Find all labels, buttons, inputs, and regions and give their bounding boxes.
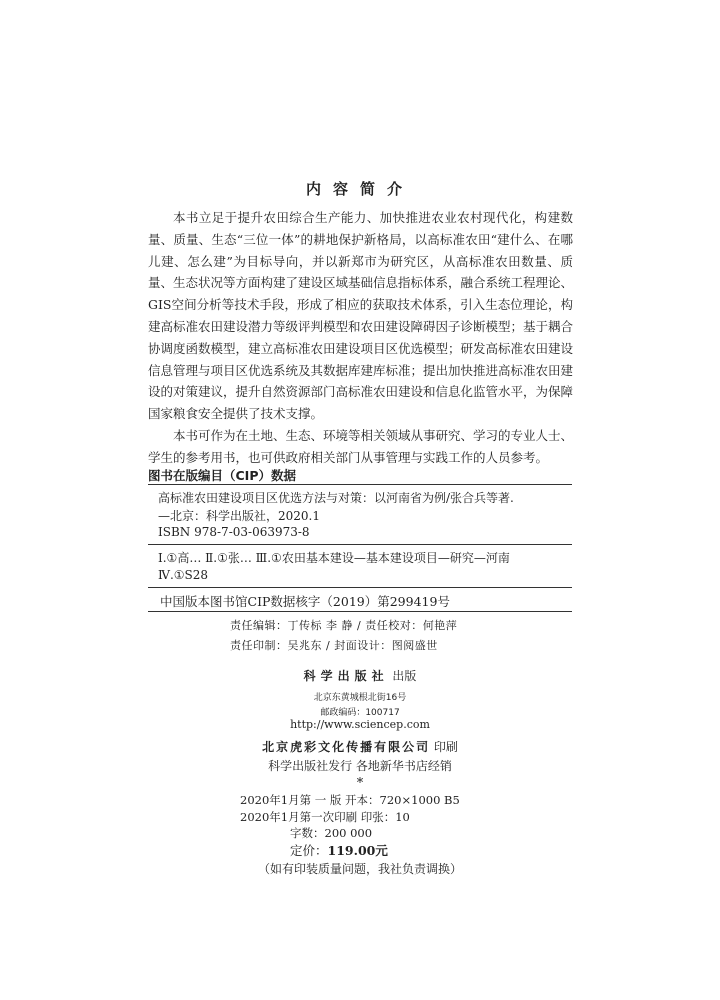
cip-rule-middle xyxy=(148,544,572,545)
impression-line: 2020年1月第一次印刷 印张：10 xyxy=(240,810,410,824)
quality-note: （如有印装质量问题，我社负责调换） xyxy=(257,862,462,876)
price-label: 定价： xyxy=(290,843,328,858)
star-divider: * xyxy=(356,776,364,791)
intro-paragraph-2: 本书可作为在土地、生态、环境等相关领域从事研究、学习的专业人士、学生的参考用书，也可供政府相关部门从事管理与实践工作的人员参考。 xyxy=(148,427,574,465)
intro-body xyxy=(148,207,573,469)
edition-line: 2020年1月第 一 版 开本：720×1000 B5 xyxy=(240,793,460,807)
cip-classification-1: Ⅰ.①高… Ⅱ.①张… Ⅲ.①农田基本建设—基本建设项目—研究—河南 xyxy=(158,551,510,565)
cip-number: 中国版本图书馆CIP数据核字（2019）第299419号 xyxy=(160,594,450,609)
cip-publisher-line: —北京：科学出版社，2020.1 xyxy=(158,509,320,523)
printer-suffix: 印刷 xyxy=(433,740,458,754)
cip-classification-2: Ⅳ.①S28 xyxy=(158,568,209,582)
intro-title: 内容简介 xyxy=(305,180,414,198)
publisher-name: 科学出版社 xyxy=(303,669,389,683)
cip-rule-lower xyxy=(148,587,572,588)
publisher-url: http://www.sciencep.com xyxy=(290,718,430,731)
publisher-line xyxy=(0,667,720,684)
printer-line xyxy=(0,738,720,755)
cip-rule-top xyxy=(148,484,572,485)
distribution-line: 科学出版社发行 各地新华书店经销 xyxy=(268,759,452,773)
cip-heading: 图书在版编目（CIP）数据 xyxy=(148,468,296,483)
staff-production: 责任印制：吴兆东 / 封面设计：图阅盛世 xyxy=(230,639,438,652)
publisher-address: 北京东黄城根北街16号 xyxy=(313,693,407,703)
cip-isbn: ISBN 978-7-03-063973-8 xyxy=(158,525,310,539)
cip-title-line: 高标准农田建设项目区优选方法与对策：以河南省为例/张合兵等著. xyxy=(158,491,514,505)
printer-name: 北京虎彩文化传播有限公司 xyxy=(262,740,431,754)
publisher-suffix: 出版 xyxy=(392,669,417,683)
publisher-zip: 邮政编码：100717 xyxy=(320,708,400,718)
cip-rule-bottom xyxy=(148,611,572,612)
price-value: 119.00元 xyxy=(327,843,388,858)
intro-paragraph-1: 本书立足于提升农田综合生产能力、加快推进农业农村现代化，构建数量、质量、生态“三位一体”的耕地保护新格局，以高标准农田“建什么、在哪儿建、怎么建”为目标导向，并以新郑市为研究区，从高标准农田数量、质量、生态状况等方面构建了建设区域基础信息指标体系，融合系统工程理论、GIS空间分析等技术手段，形成了相应的获取技术体系，引入生态位理论，构建高标准农田建设潜力等级评判模型和农田建设障碍因子诊断模型；基于耦合协调度函数模型，建立高标准农田建设项目区优选模型；研发高标准农田建设信息管理与项目区优选系统及其数据库建库标准；提出加快推进高标准农田建设的对策建议，提升自然资源部门高标准农田建设和信息化监管水平，为保障国家粮食安全提供了技术支撑。 xyxy=(148,210,574,422)
word-count: 字数：200 000 xyxy=(290,826,373,840)
price-line xyxy=(290,841,388,859)
staff-editors: 责任编辑：丁传标 李 静 / 责任校对：何艳萍 xyxy=(230,619,458,632)
